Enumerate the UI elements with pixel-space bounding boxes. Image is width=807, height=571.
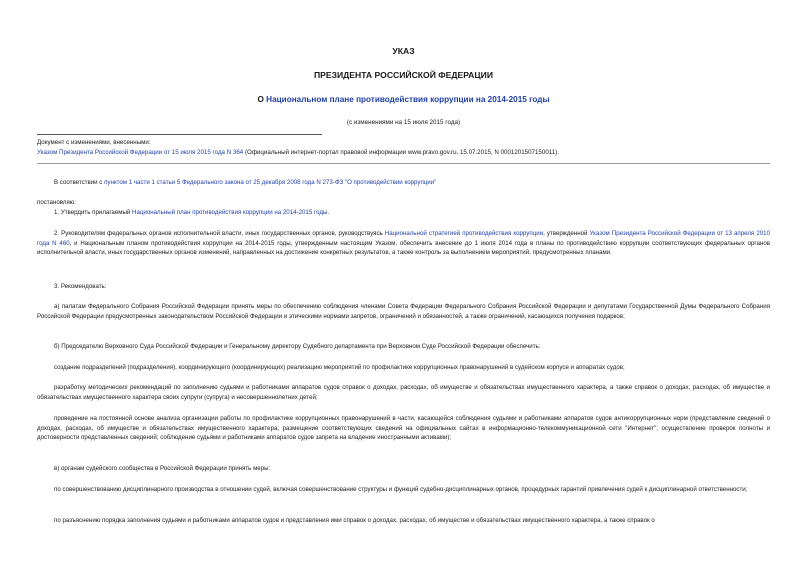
item-1	[37, 208, 770, 218]
item-3v-2: по разъяснению порядка заполнения судьями и работниками аппаратов судов и представления ими справок о доходах, расходах, об имуществе и обязательствах имущественного характера, а также справок о	[54, 517, 655, 524]
item-1-suffix: .	[327, 209, 330, 216]
item-3v-1: по совершенствованию дисциплинарного производства в отношении судей, включая совершенствование структуры и функций судебно-дисциплинарных органов, процедурных гарантий привлечения судей к дисциплинарной ответственности;	[54, 486, 748, 493]
decree-460-link[interactable]: Указом Президента Российской Федерации от 13 апреля 2010 года N 460	[37, 230, 770, 247]
amendment-bottom-rule	[37, 163, 770, 164]
item-3: 3. Рекомендовать:	[54, 283, 107, 290]
item-2-part-b: , утвержденной	[543, 230, 590, 237]
preamble	[37, 178, 770, 188]
item-3b-2: разработку методических рекомендаций по заполнению судьями и работниками аппаратов судов справок о доходах, расходах, об имуществе и обязательствах имущественного характера, а также справок о доходах, расходах, об имуществе и обязательствах имущественного характера своих супруги (супруга) и несовершеннолетних детей;	[37, 384, 770, 401]
amendment-line	[37, 148, 770, 158]
preamble-prefix: В соответствии с	[54, 179, 105, 186]
item-3b-3: проведение на постоянной основе анализа организации работы по профилактике коррупционных правонарушений в части, касающейся соблюдения судьями и работниками аппаратов судов антикоррупционных норм (представление сведений о доходах, расходах, об имуществе и обязательствах имущественного характера; размещение соответствующих сведений на официальных сайтах в информационно-телекоммуникационной сети "Интернет"; осуществление проверок полноты и достоверности представленных сведений; соблюдение судьями и работниками аппаратов судов запрета на владение иностранными активами);	[37, 415, 770, 442]
item-3b: б) Председателю Верховного Суда Российской Федерации и Генеральному директору Судебного департамента при Верховном Суде Российской Федерации обеспечить:	[54, 343, 541, 350]
document-title-link[interactable]: Национальном плане противодействия коррупции на 2014-2015 годы	[266, 95, 550, 104]
item-3b-1: создание подразделений (подразделения), координирующего (координирующих) реализацию мероприятий по профилактике коррупционных правонарушений в судейском корпусе и аппаратах судов;	[54, 364, 625, 371]
national-plan-link[interactable]: Национальный план противодействия коррупции на 2014-2015 годы	[132, 209, 328, 216]
document-title	[0, 95, 807, 104]
item-2-part-c: , и Национальным планом противодействия коррупции на 2014-2015 годы, утвержденным настоящим Указом, обеспечить внесение до 1 июля 2014 года в планы по противодействию коррупции соответствующих федеральных органов исполнительной власти, иных государственных органов изменений, направленных на достижение конкретных результатов, а также контроль за выполнением мероприятий, предусмотренных планами.	[37, 239, 770, 257]
amendment-block	[37, 138, 770, 157]
amendment-label: Документ с изменениями, внесенными:	[37, 139, 151, 146]
item-3a: а) палатам Федерального Собрания Российской Федерации принять меры по обеспечению соблюдения членами Совета Федерации Федерального Собрания Российской Федерации и депутатами Государственной Думы Федерального Собрания Российской Федерации предусмотренных законодательством Российской Федерации и этическими нормами запретов, ограничений и обязанностей, а также ограничений, касающихся получения подарков;	[37, 303, 770, 320]
issuer-heading: ПРЕЗИДЕНТА РОССИЙСКОЙ ФЕДЕРАЦИИ	[313, 70, 494, 80]
decree-heading: УКАЗ	[392, 46, 415, 56]
amendment-top-rule	[37, 134, 322, 135]
item-1-prefix: 1. Утвердить прилагаемый	[54, 209, 133, 216]
federal-law-link[interactable]: пунктом 1 части 1 статьи 5 Федерального закона от 25 декабря 2008 года N 273-ФЗ "О противодействии коррупции"	[104, 179, 437, 186]
item-2-part-a: 2. Руководителям федеральных органов исполнительной власти, иных государственных органов, руководствуясь	[54, 230, 385, 237]
decree-word: постановляю:	[37, 199, 77, 206]
national-strategy-link[interactable]: Национальной стратегией противодействия коррупции	[384, 230, 544, 237]
amendment-source: (Официальный интернет-портал правовой информации www.pravo.gov.ru, 15.07.2015, N 0001201507150011).	[243, 148, 559, 156]
item-3v: в) органам судейского сообщества в Российской Федерации принять меры:	[54, 465, 271, 472]
item-2	[37, 229, 770, 258]
document-title-prefix: О	[257, 95, 267, 104]
amendment-link[interactable]: Указом Президента Российской Федерации от 15 июля 2015 года N 364	[37, 148, 244, 156]
revision-note: (с изменениями на 15 июля 2015 года)	[346, 119, 461, 126]
